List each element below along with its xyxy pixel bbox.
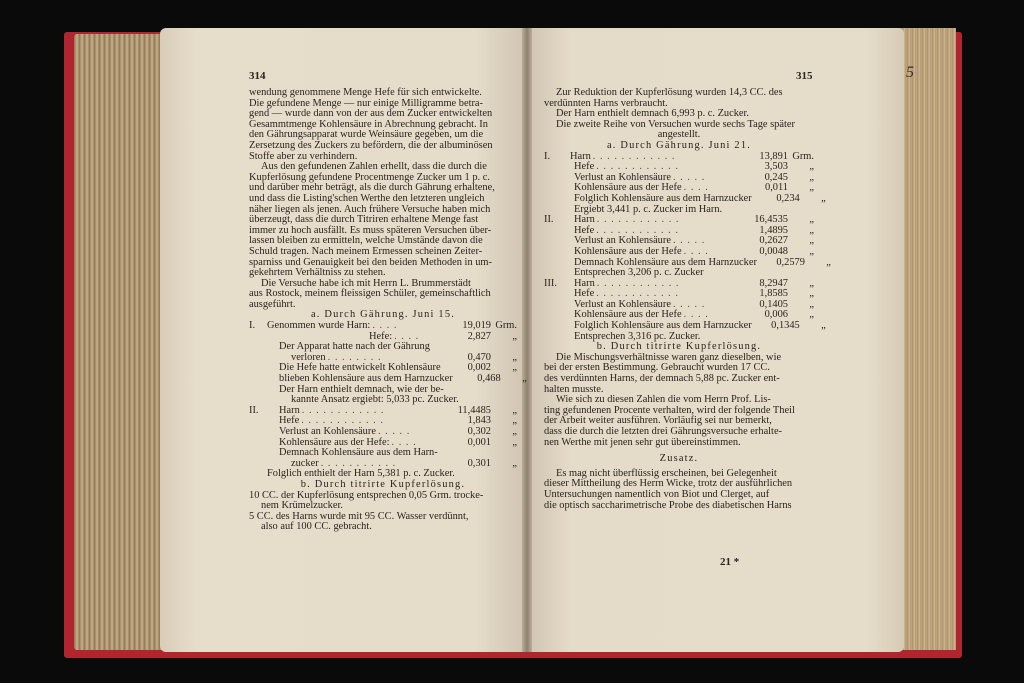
table-note: Ergiebt 3,441 p. c. Zucker im Harn. xyxy=(574,203,723,215)
right-page-edges xyxy=(896,28,956,650)
text-line: sparniss und Genauigkeit bei den beiden Methoden in um- xyxy=(249,256,492,268)
left-page-number: 314 xyxy=(249,70,266,82)
table-note: Der Harn enthielt demnach, wie der be- xyxy=(279,383,444,395)
row-label: Verlust an Kohlensäure xyxy=(574,171,671,183)
row-value: 0,470 xyxy=(467,351,491,363)
row-label: Hefe: xyxy=(369,330,393,342)
handwritten-mark: 5 xyxy=(906,64,914,81)
row-unit: „ xyxy=(512,457,517,469)
table-note: Entsprechen 3,206 p. c. Zucker xyxy=(574,267,704,279)
table-note: Entsprechen 3,316 pc. Zucker. xyxy=(574,330,701,342)
right-heading-b: b. Durch titrirte Kupferlösung. xyxy=(596,341,762,353)
row-unit: Grm. xyxy=(495,320,517,332)
left-page-text xyxy=(249,87,527,533)
text-line: Die Mischungsverhältnisse waren ganz dieselben, wie xyxy=(556,351,782,363)
leader-dots: . . . . . xyxy=(672,236,706,247)
leader-dots: . . . . xyxy=(683,183,709,194)
row-unit: „ xyxy=(512,415,517,427)
row-label: Kohlensäure aus der Hefe xyxy=(574,309,682,321)
row-label: Hefe xyxy=(574,288,595,300)
left-para-4 xyxy=(249,491,517,512)
text-line: Die Versuche habe ich mit Herrn L. Brummerstädt xyxy=(261,277,471,289)
measurement-group-iii xyxy=(544,277,826,343)
row-label: Verlust an Kohlensäure xyxy=(574,298,671,310)
left-para-1 xyxy=(249,88,517,162)
text-line: Schuld tragen. Nach meinem Ermessen scheinen Zeiter- xyxy=(249,245,483,257)
row-unit: „ xyxy=(512,404,517,416)
row-value: 1,8585 xyxy=(759,288,788,300)
text-line: Untersuchungen namentlich von Biot und Clerget, auf xyxy=(544,488,770,500)
text-line: Gesammtmenge Kohlensäure in Abrechnung gebracht. In xyxy=(249,118,488,130)
row-value: 11,4485 xyxy=(457,404,491,416)
text-line: überzeugt, dass die durch Titriren erhaltene Menge fast xyxy=(249,214,479,226)
text-line: lassen bleiben zu ermitteln, welche Umstände davon die xyxy=(249,235,483,247)
row-label: Hefe xyxy=(279,415,300,427)
text-line: des verdünnten Harns, der demnach 5,88 pc. Zucker ent- xyxy=(544,373,780,385)
row-label: blieben Kohlensäure aus dem Harnzucker xyxy=(279,373,453,385)
measurement-group-i xyxy=(544,150,826,216)
leader-dots: . . . . . . . . . . . . xyxy=(596,215,680,226)
row-label: Verlust an Kohlensäure xyxy=(574,235,671,247)
text-line: 10 CC. der Kupferlösung entsprechen 0,05 Grm. trocke- xyxy=(249,489,484,501)
leader-dots: . . . . xyxy=(683,246,709,257)
signature-mark: 21 * xyxy=(720,556,740,568)
row-unit: „ xyxy=(809,171,814,183)
row-unit: „ xyxy=(821,320,826,332)
right-para-6 xyxy=(544,469,814,511)
row-value: 0,302 xyxy=(467,426,491,437)
row-value: 0,301 xyxy=(467,457,491,469)
row-number: II. xyxy=(249,404,259,416)
row-unit: „ xyxy=(809,288,814,300)
row-unit: „ xyxy=(512,426,517,437)
row-unit: „ xyxy=(809,182,814,194)
text-line: Zur Reduktion der Kupferlösung wurden 14,3 CC. des xyxy=(556,87,783,98)
table-note: kannte Ansatz ergiebt: 5,033 pc. Zucker. xyxy=(291,394,459,406)
leader-dots: . . . . xyxy=(391,437,417,448)
row-label: Die Hefe hatte entwickelt Kohlensäure xyxy=(279,362,441,374)
right-para-1 xyxy=(544,88,814,109)
right-para-4 xyxy=(544,353,814,395)
row-label: Kohlensäure aus der Hefe xyxy=(574,245,682,257)
text-line: aus Rostock, meinem fleissigen Schüler, gemeinschaftlich xyxy=(249,288,491,300)
row-value: 1,843 xyxy=(467,415,491,427)
leader-dots: . . . . xyxy=(372,321,398,332)
leader-dots: . . . . . . . . . . . . xyxy=(301,405,385,416)
leader-dots: . . . . . . . . . . . . xyxy=(596,162,679,173)
text-line: angestellt. xyxy=(657,129,701,141)
row-value: 0,2627 xyxy=(759,235,788,247)
table-note: Demnach Kohlensäure aus dem Harn- xyxy=(279,447,438,459)
row-label: Genommen wurde Harn: xyxy=(267,320,371,332)
text-line: verdünnten Harns verbraucht. xyxy=(544,97,668,109)
row-value: 0,1405 xyxy=(759,298,788,310)
row-value: 3,503 xyxy=(764,161,788,173)
text-line: Aus den gefundenen Zahlen erhellt, dass die durch die xyxy=(261,161,487,173)
right-heading-zusatz: Zusatz. xyxy=(659,453,699,465)
text-line: näher liegen als jenen. Auch frühere Versuche haben mich xyxy=(249,203,491,215)
row-number: III. xyxy=(544,277,557,289)
row-unit: Grm. xyxy=(792,150,814,162)
row-unit: „ xyxy=(809,277,814,289)
row-value: 0,002 xyxy=(467,362,491,374)
row-unit: „ xyxy=(809,224,814,236)
text-line: und dass die Listing'schen Werthe den letzteren ungleich xyxy=(249,192,485,204)
text-line: Stoffe aber zu verhindern. xyxy=(249,150,358,162)
leader-dots: . . . . . . . . . . . xyxy=(320,458,397,469)
text-line: halten musste. xyxy=(544,383,604,395)
text-line: nen Werthe mit jenen sehr gut übereinstimmen. xyxy=(544,436,741,448)
leader-dots: . . . . . . . . . . . . xyxy=(596,278,680,289)
text-line: den Gährungsapparat wurde Weinsäure gegeben, um die xyxy=(249,129,484,141)
row-unit: „ xyxy=(809,298,814,310)
row-unit: „ xyxy=(522,373,527,385)
text-line: Die gefundene Menge — nur einige Milligramme betra- xyxy=(249,97,483,109)
row-value: 0,468 xyxy=(477,373,501,385)
text-line: immer zu hoch ausfällt. Es muss späteren Versuchen über- xyxy=(249,224,492,236)
row-label: Kohlensäure aus der Hefe: xyxy=(279,436,390,448)
right-page-number: 315 xyxy=(796,70,813,82)
row-unit: „ xyxy=(809,245,814,257)
text-line: dieser Mittheilung des Herrn Wicke, trotz der ausführlichen xyxy=(544,478,793,490)
row-unit: „ xyxy=(809,309,814,321)
leader-dots: . . . . . . . . xyxy=(327,352,382,363)
row-unit: „ xyxy=(809,161,814,173)
leader-dots: . . . . . xyxy=(672,172,706,183)
left-heading-b: b. Durch titrirte Kupferlösung. xyxy=(300,478,466,490)
row-value: 13,891 xyxy=(759,150,788,162)
text-line: die optisch saccharimetrische Probe des diabetischen Harns xyxy=(544,499,792,511)
text-line: Die zweite Reihe von Versuchen wurde sechs Tage später xyxy=(556,118,795,130)
leader-dots: . . . . . . . . . . . . xyxy=(592,151,676,162)
text-line: und darüber mehr beträgt, als die durch Gährung erhaltene, xyxy=(249,182,495,194)
right-para-5 xyxy=(544,395,814,448)
text-line: also auf 100 CC. gebracht. xyxy=(261,521,372,533)
row-label: zucker xyxy=(291,457,319,469)
row-unit: „ xyxy=(512,362,517,374)
row-label: Harn xyxy=(570,150,591,162)
row-value: 8,2947 xyxy=(759,277,788,289)
row-value: 0,1345 xyxy=(771,320,800,332)
measurement-group-ii xyxy=(544,214,831,279)
row-unit: „ xyxy=(809,235,814,247)
left-para-2 xyxy=(249,162,517,279)
table-row xyxy=(544,247,814,258)
table-note: Folglich enthielt der Harn 5,381 p. c. Zucker. xyxy=(267,468,455,480)
row-unit: „ xyxy=(512,436,517,448)
row-unit: „ xyxy=(821,192,826,204)
text-line: gend — wurde dann von der aus dem Zucker entwickelten xyxy=(249,108,493,120)
left-para-5 xyxy=(249,512,517,533)
text-line: Zersetzung des Zuckers zu befördern, die der albuminösen xyxy=(249,139,493,151)
row-number: II. xyxy=(544,214,554,226)
row-value: 0,2579 xyxy=(776,256,805,268)
row-unit: „ xyxy=(809,214,814,226)
row-label: Harn xyxy=(574,277,595,289)
row-value: 0,001 xyxy=(467,436,491,448)
row-value: 2,827 xyxy=(467,330,491,342)
leader-dots: . . . . xyxy=(394,331,420,342)
row-label: Kohlensäure aus der Hefe xyxy=(574,182,682,194)
row-unit: „ xyxy=(512,330,517,342)
row-value: 0,0048 xyxy=(759,245,788,257)
left-para-3 xyxy=(249,279,517,311)
row-value: 0,006 xyxy=(764,309,788,321)
text-line: 5 CC. des Harns wurde mit 95 CC. Wasser verdünnt, xyxy=(249,510,469,522)
text-line: der Arbeit weiter ausführen. Vorläufig sei nur bemerkt, xyxy=(544,415,772,427)
left-page-edges xyxy=(74,34,174,650)
row-value: 0,245 xyxy=(764,171,788,183)
right-heading-a: a. Durch Gährung. Juni 21. xyxy=(606,139,752,151)
text-line: ting gefundenen Procente verhalten, wird der folgende Theil xyxy=(544,404,795,416)
text-line: Es mag nicht überflüssig erscheinen, bei Gelegenheit xyxy=(556,467,777,479)
row-label: Verlust an Kohlensäure xyxy=(279,426,376,437)
row-number: I. xyxy=(544,150,551,162)
row-label: Harn xyxy=(279,404,300,416)
text-line: nem Krümelzucker. xyxy=(261,500,343,512)
text-line: gekehrtem Verhältniss zu stehen. xyxy=(249,267,386,279)
row-label: Harn xyxy=(574,214,595,226)
text-line: wendung genommene Menge Hefe für sich entwickelte. xyxy=(249,87,482,98)
row-value: 19,019 xyxy=(462,320,491,332)
book-gutter xyxy=(522,28,532,652)
text-line: Wie sich zu diesen Zahlen die vom Herrn Prof. Lis- xyxy=(556,394,771,406)
leader-dots: . . . . . . . . . . . . xyxy=(596,225,679,236)
row-value: 1,4895 xyxy=(759,224,788,236)
right-para-3 xyxy=(544,120,814,141)
right-para-2: Der Harn enthielt demnach 6,993 p. c. Zucker. xyxy=(556,108,750,120)
left-heading-a: a. Durch Gährung. Juni 15. xyxy=(310,309,456,321)
table-row xyxy=(544,192,826,205)
row-label: Folglich Kohlensäure aus dem Harnzucker xyxy=(574,320,752,332)
leader-dots: . . . . . xyxy=(672,299,706,310)
text-line: dass die durch die letzten drei Gährungsversuche erhalte- xyxy=(544,426,783,437)
table-row xyxy=(249,427,517,438)
row-label: Folglich Kohlensäure aus dem Harnzucker xyxy=(574,192,752,204)
leader-dots: . . . . . . . . . . . . xyxy=(596,289,679,300)
row-value: 0,234 xyxy=(776,192,800,204)
row-unit: „ xyxy=(826,256,831,268)
leader-dots: . . . . xyxy=(683,310,709,321)
row-value: 16,4535 xyxy=(754,214,788,226)
table-note: Der Apparat hatte nach der Gährung xyxy=(279,341,430,353)
row-label: Hefe xyxy=(574,224,595,236)
row-label: Hefe xyxy=(574,161,595,173)
row-unit: „ xyxy=(512,351,517,363)
leader-dots: . . . . . . . . . . . . xyxy=(301,416,384,427)
text-line: Kupferlösung gefundene Procentmenge Zucker um 1 p. c. xyxy=(249,171,490,183)
text-line: ausgeführt. xyxy=(249,298,296,310)
leader-dots: . . . . . xyxy=(377,427,411,437)
row-number: I. xyxy=(249,320,256,332)
row-value: 0,011 xyxy=(765,182,788,194)
row-label: Demnach Kohlensäure aus dem Harnzucker xyxy=(574,256,757,268)
right-page-text xyxy=(544,87,831,511)
text-line: bei der ersten Bestimmung. Gebraucht wurden 17 CC. xyxy=(544,362,770,374)
row-label: verloren xyxy=(291,351,326,363)
